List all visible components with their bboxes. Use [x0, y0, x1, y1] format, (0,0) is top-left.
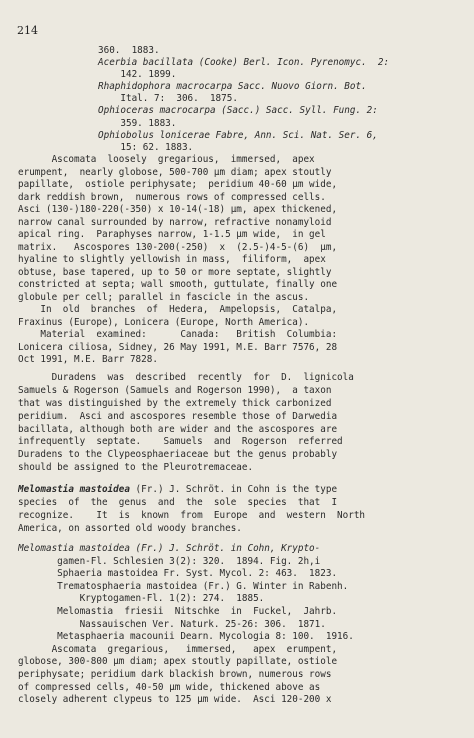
block2-line: apical ring. Paraphyses narrow, 1-1.5 µm wide, in gel [18, 229, 326, 240]
block5-line: Ascomata gregarious, immersed, apex erumpent, [18, 643, 338, 655]
block4-line: species of the genus and the sole species that I [18, 497, 338, 508]
block3-line: infrequently septate. Samuels and Rogerson referred [18, 436, 343, 448]
block5-line: Trematosphaeria mastoidea (Fr.) G. Winter in Rabenh. [18, 580, 349, 592]
block2-line: Lonicera ciliosa, Sidney, 26 May 1991, M.E. Barr 7576, 28 [18, 341, 338, 353]
block5-line: Melomastia mastoidea (Fr.) J. Schröt. in Cohn, Krypto- [18, 543, 321, 554]
block1-line: 142. 1899. [98, 69, 177, 81]
block2-line: constricted at septa; wall smooth, guttulate, finally one [18, 279, 338, 290]
block3-line: that was distinguished by the extremely thick carbonized [18, 397, 332, 409]
block5-line: Metasphaeria macounii Dearn. Mycologia 8: 100. 1916. [18, 631, 354, 643]
block4-line: Melomastia mastoidea (Fr.) J. Schröt. in Cohn is the type [18, 484, 338, 495]
block5-line: Melomastia friesii Nitschke in Fuckel, Jahrb. [18, 605, 338, 617]
page-number: 214 [17, 24, 38, 37]
block5-line: gamen-Fl. Schlesien 3(2): 320. 1894. Fig. 2h,i [18, 555, 321, 567]
block5-line: Sphaeria mastoidea Fr. Syst. Mycol. 2: 463. 1823. [18, 568, 338, 580]
block2-line: hyaline to slightly yellowish in mass, filiform, apex [18, 254, 326, 265]
block2-line: dark reddish brown, numerous rows of compressed cells. [18, 191, 326, 203]
block2-line: obtuse, base tapered, up to 50 or more septate, slightly [18, 266, 332, 278]
block5-line: of compressed cells, 40-50 µm wide, thickened above as [18, 681, 321, 693]
block5-line: Nassauischen Ver. Naturk. 25-26: 306. 1871. [18, 618, 326, 630]
block3-line: Duradens was described recently for D. lignicola [18, 372, 354, 383]
block3-line: Duradens to the Clypeosphaeriaceae but the genus probably [18, 449, 338, 461]
block3-line: peridium. Asci and ascospores resemble those of Darwedia [18, 410, 338, 422]
melomastia-intro [18, 483, 450, 535]
block2-line: globule per cell; parallel in fascicle in the ascus. [18, 291, 310, 303]
block4-line: recognize. It is known from Europe and western North [18, 510, 366, 521]
block2-line: matrix. Ascospores 130-200(-250) x (2.5-)4-5-(6) µm, [18, 241, 338, 253]
block1-line: 360. 1883. [98, 45, 160, 56]
block2-line: Material examined: Canada: British Columbia: [18, 329, 338, 340]
block1-line: Acerbia bacillata (Cooke) Berl. Icon. Pyrenomyc. 2: [98, 57, 390, 69]
block5-line: globose, 300-800 µm diam; apex stoutly papillate, ostiole [18, 656, 338, 668]
melomastia-entry [18, 543, 450, 707]
block1-line: Ital. 7: 306. 1875. [98, 93, 238, 105]
block1-line: Rhaphidophora macrocarpa Sacc. Nuovo Giorn. Bot. [98, 81, 367, 93]
block5-line: closely adherent clypeus to 125 µm wide. Asci 120-200 x [18, 694, 332, 706]
duradens-paragraph [18, 372, 450, 475]
block2-line: In old branches of Hedera, Ampelopsis, Catalpa, [18, 304, 338, 315]
block1-line: 15: 62. 1883. [98, 141, 194, 153]
block2-line: Asci (130-)180-220(-350) x 10-14(-18) µm, apex thickened, [18, 204, 338, 215]
block2-line: erumpent, nearly globose, 500-700 µm diam; apex stoutly [18, 166, 332, 178]
block4-line: America, on assorted old woody branches. [18, 523, 242, 534]
block3-line: should be assigned to the Pleurotremaceae. [18, 462, 254, 474]
block2-line: Oct 1991, M.E. Barr 7828. [18, 354, 158, 365]
block2-line: Fraxinus (Europe), Lonicera (Europe, North America). [18, 316, 310, 328]
description-paragraph [18, 154, 450, 367]
block1-line: Ophiobolus lonicerae Fabre, Ann. Sci. Nat. Ser. 6, [98, 129, 378, 141]
block2-line: Ascomata loosely gregarious, immersed, apex [18, 154, 315, 165]
block2-line: papillate, ostiole periphysate; peridium 40-60 µm wide, [18, 179, 338, 190]
block2-line: narrow canal surrounded by narrow, refractive nonamyloid [18, 216, 332, 228]
synonym-list-top [18, 45, 450, 154]
block3-line: bacillata, although both are wider and the ascospores are [18, 423, 338, 435]
block1-line: 359. 1883. [98, 117, 177, 129]
block5-line: periphysate; peridium dark blackish brown, numerous rows [18, 668, 332, 680]
block3-line: Samuels & Rogerson (Samuels and Rogerson 1990), a taxon [18, 384, 332, 396]
block1-line: Ophioceras macrocarpa (Sacc.) Sacc. Syll. Fung. 2: [98, 105, 378, 117]
species-name-bold: Melomastia mastoidea [18, 484, 130, 495]
block5-line: Kryptogamen-Fl. 1(2): 274. 1885. [18, 593, 265, 605]
